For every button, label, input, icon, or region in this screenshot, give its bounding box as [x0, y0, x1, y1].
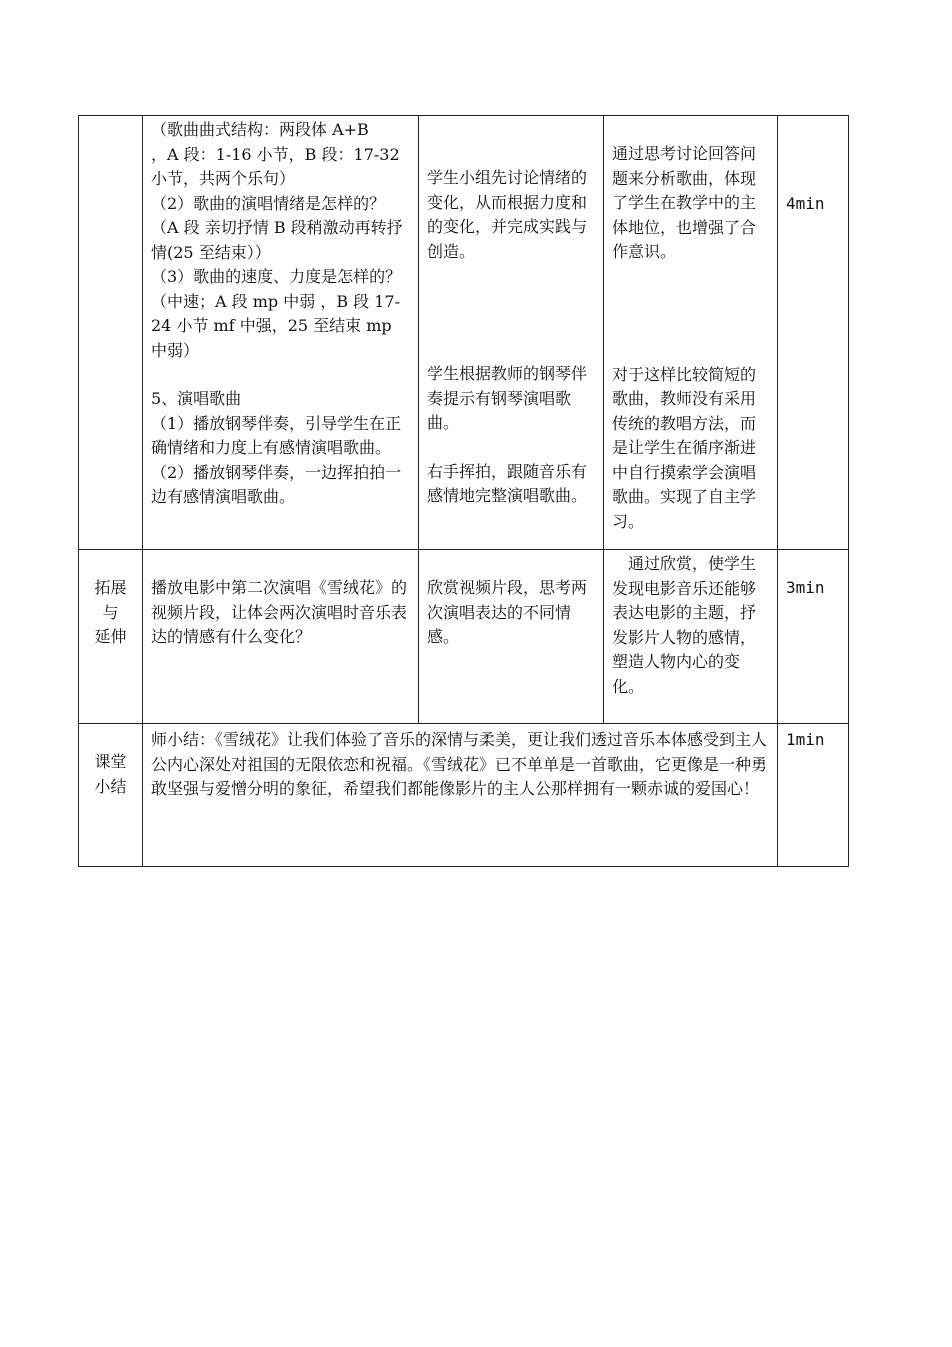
time-cell: 4min [778, 116, 849, 550]
teacher-line: （2）歌曲的演唱情绪是怎样的？ （A 段 亲切抒情 B 段稍激动再转抒情(25 至结束）） [151, 193, 403, 262]
student-paragraph: 右手挥拍，跟随音乐有感情地完整演唱歌曲。 [427, 461, 588, 505]
teacher-line: （歌曲曲式结构：两段体 A+B [151, 120, 369, 139]
table-row-song-analysis [79, 116, 849, 550]
table-row-extension [79, 550, 849, 724]
design-intent-cell [604, 116, 778, 550]
time-cell: 3min [778, 550, 849, 724]
teacher-activity-cell [143, 116, 419, 550]
teacher-line: （3）歌曲的速度、力度是怎样的？（中速；A 段 mp 中弱 ，B 段 17-24 小节 mf 中强，25 至结束 mp 中弱） [151, 267, 402, 360]
phase-label-line: 拓展 [94, 578, 127, 597]
paragraph-gap [151, 363, 410, 387]
time-cell: 1min [778, 724, 849, 867]
student-activity-cell [419, 116, 604, 550]
teacher-line: ，A 段：1-16 小节，B 段：17-32 小节，共两个乐句） [151, 144, 400, 188]
design-intent-cell: 通过欣赏，使学生发现电影音乐还能够表达电影的主题，抒发影片人物的感情，塑造人物内心的变化。 [604, 550, 778, 724]
paragraph-gap [427, 436, 595, 460]
summary-cell: 师小结：《雪绒花》让我们体验了音乐的深情与柔美，更让我们透过音乐本体感受到主人公内心深处对祖国的无限依恋和祝福。《雪绒花》已不单单是一首歌曲，它更像是一种勇敢坚强与爱憎分明的象征，希望我们都能像影片的主人公那样拥有一颗赤诚的爱国心！ [143, 724, 778, 867]
phase-cell-extension [79, 550, 143, 724]
student-activity-cell: 欣赏视频片段，思考两次演唱表达的不同情感。 [419, 550, 604, 724]
teacher-line: （1）播放钢琴伴奏，引导学生在正确情绪和力度上有感情演唱歌曲。 [151, 413, 402, 457]
intent-paragraph: 通过思考讨论回答问题来分析歌曲，体现了学生在教学中的主体地位，也增强了合作意识。 [612, 144, 757, 261]
phase-label-line: 小结 [94, 776, 127, 796]
teacher-line: （2）播放钢琴伴奏，一边挥拍拍一边有感情演唱歌曲。 [151, 462, 402, 506]
intent-paragraph: 对于这样比较简短的歌曲，教师没有采用传统的教唱方法，而是让学生在循序渐进中自行摸索学会演唱歌曲。实现了自主学习。 [612, 364, 757, 531]
phase-cell-summary [79, 724, 143, 867]
student-paragraph: 学生根据教师的钢琴伴奏提示有钢琴演唱歌曲。 [427, 364, 588, 432]
phase-cell-empty [79, 116, 143, 550]
lesson-plan-table [78, 115, 849, 867]
student-paragraph: 学生小组先讨论情绪的变化，从而根据力度和的变化，并完成实践与创造。 [427, 168, 588, 261]
phase-label-line: 延伸 [94, 627, 127, 646]
phase-label-line: 与 [102, 602, 119, 622]
phase-label-line: 课堂 [94, 752, 127, 771]
teacher-line: 5、演唱歌曲 [151, 389, 242, 408]
table-row-summary [79, 724, 849, 867]
teacher-activity-cell: 播放电影中第二次演唱《雪绒花》的视频片段，让体会两次演唱时音乐表达的情感有什么变化？ [143, 550, 419, 724]
